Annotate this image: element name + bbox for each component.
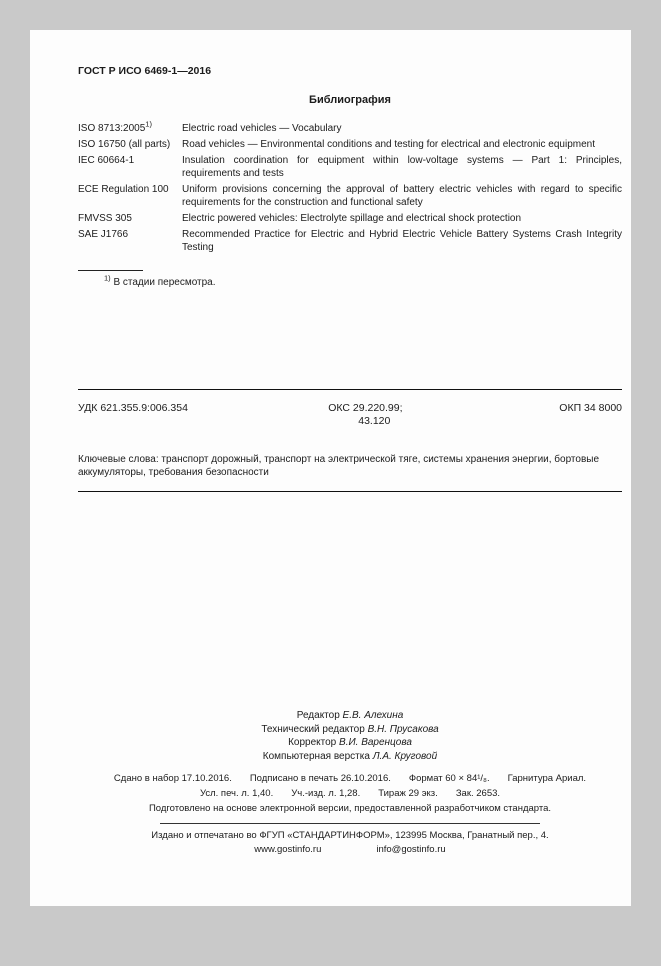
bibliography-ref-text: Recommended Practice for Electric and Hybrid Electric Vehicle Battery Systems Crash Integrity Testing: [182, 229, 622, 253]
credits-block: [78, 710, 622, 763]
footnote-text: В стадии пересмотра.: [113, 277, 216, 288]
imprint-print-date: Подписано в печать 26.10.2016.: [249, 773, 391, 784]
credit-name: Е.В. Алехина: [342, 710, 404, 721]
credit-line: [78, 751, 622, 764]
bibliography-ref-label: [78, 119, 182, 135]
section-title: Библиография: [309, 94, 391, 106]
credit-role: Технический редактор: [261, 723, 365, 735]
credit-role: Корректор: [288, 737, 337, 748]
footnote-ref-marker: 1): [145, 119, 152, 129]
imprint-line-2: [78, 788, 622, 800]
bibliography-entry: [78, 228, 622, 254]
ref-label-text: ISO 8713:2005: [78, 123, 146, 134]
footnote-marker: 1): [104, 273, 111, 283]
bibliography-ref-text: Uniform provisions concerning the approval of battery electric vehicles with regard to specific requirements for the construction and functional safety: [182, 184, 622, 208]
bibliography-ref-text: Electric road vehicles — Vocabulary: [182, 123, 342, 134]
bibliography-entry: [78, 138, 622, 151]
page-content: [78, 30, 622, 856]
oks-code-line1: ОКС 29.220.99;: [328, 402, 403, 414]
imprint-circulation: Тираж 29 экз.: [378, 788, 438, 799]
divider-bottom: [78, 491, 622, 492]
imprint-set-date: Сдано в набор 17.10.2016.: [113, 773, 232, 784]
okp-code: ОКП 34 8000: [559, 402, 622, 414]
oks-code: [328, 402, 559, 428]
keywords: Ключевые слова: транспорт дорожный, транспорт на электрической тяге, системы хранения энергии, бортовые аккумуляторы, требования безопасности: [78, 454, 600, 478]
credit-role: Компьютерная верстка: [262, 750, 370, 762]
credit-role: Редактор: [296, 710, 340, 721]
bibliography-ref-label: SAE J1766: [78, 229, 129, 240]
imprint-line-1: [78, 773, 622, 785]
doc-number: ГОСТ Р ИСО 6469-1—2016: [78, 65, 212, 77]
imprint-format: Формат 60 × 84¹/₈.: [408, 773, 490, 784]
bibliography-entry: [78, 212, 622, 225]
credit-name: Л.А. Круговой: [372, 750, 438, 762]
bibliography-ref-label: ISO 16750 (all parts): [78, 139, 171, 150]
bibliography-ref-text: Road vehicles — Environmental conditions and testing for electrical and electronic equipment: [182, 139, 596, 150]
divider-top: [78, 389, 622, 390]
bibliography-entry: [78, 119, 622, 135]
publisher-block: [78, 830, 622, 856]
publisher-email: info@gostinfo.ru: [376, 844, 446, 855]
credit-line: [78, 710, 622, 723]
footnote: [78, 273, 622, 289]
publisher-website: www.gostinfo.ru: [254, 844, 322, 855]
document-page: [30, 30, 631, 906]
imprint-typeface: Гарнитура Ариал.: [507, 773, 587, 784]
credit-line: [78, 737, 622, 750]
bibliography-ref-label: IEC 60664-1: [78, 155, 135, 166]
imprint-press-sheets: Усл. печ. л. 1,40.: [199, 788, 274, 799]
bibliography-ref-label: FMVSS 305: [78, 213, 132, 224]
bibliography-entry: [78, 183, 622, 209]
bibliography-entry: [78, 154, 622, 180]
classification-codes: [78, 402, 622, 428]
bibliography-list: [78, 119, 622, 254]
credit-name: В.Н. Прусакова: [367, 723, 439, 735]
publisher-contacts: [78, 844, 622, 856]
bibliography-ref-text: Electric powered vehicles: Electrolyte spillage and electrical shock protection: [182, 213, 522, 224]
footnote-divider: [78, 270, 143, 271]
imprint-note: Подготовлено на основе электронной версии, предоставленной разработчиком стандарта.: [148, 803, 552, 814]
udk-code: УДК 621.355.9:006.354: [78, 402, 188, 414]
imprint-block: [78, 773, 622, 815]
oks-code-line2: 43.120: [358, 415, 391, 427]
credit-name: В.И. Варенцова: [339, 737, 412, 748]
publisher-address: Издано и отпечатано во ФГУП «СТАНДАРТИНФОРМ», 123995 Москва, Гранатный пер., 4.: [151, 830, 549, 841]
imprint-pub-sheets: Уч.-изд. л. 1,28.: [291, 788, 361, 799]
credit-line: [78, 724, 622, 737]
imprint-order-number: Зак. 2653.: [455, 788, 501, 799]
publisher-divider: [160, 823, 540, 824]
bibliography-ref-label: ECE Regulation 100: [78, 184, 169, 195]
bibliography-ref-text: Insulation coordination for equipment within low-voltage systems — Part 1: Principles, requirements and tests: [182, 155, 622, 179]
